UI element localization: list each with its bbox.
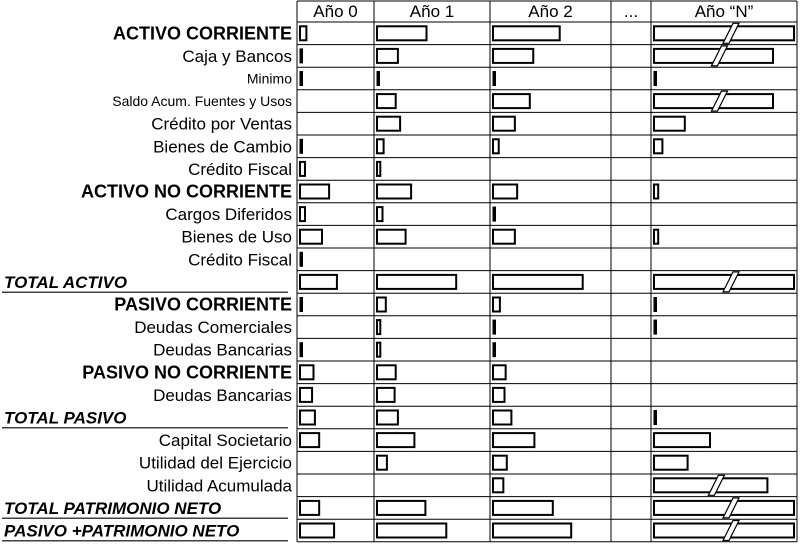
bar xyxy=(377,49,398,63)
row-label: TOTAL ACTIVO xyxy=(4,272,128,292)
bar xyxy=(493,139,499,153)
bar xyxy=(493,72,496,86)
row-label: Crédito por Ventas xyxy=(151,114,292,134)
bar xyxy=(377,298,386,312)
chart-row-credito-fiscal xyxy=(188,250,302,269)
bar xyxy=(300,26,306,40)
chart-row-utilidad-del-ejercicio xyxy=(139,454,688,473)
row-label: TOTAL PATRIMONIO NETO xyxy=(4,498,222,518)
row-label: Bienes de Cambio xyxy=(153,137,292,157)
bar xyxy=(377,388,395,402)
bar xyxy=(300,252,303,266)
bar xyxy=(493,524,571,538)
bar xyxy=(493,207,496,221)
bar xyxy=(654,275,794,289)
bar xyxy=(377,501,425,515)
bar xyxy=(300,524,334,538)
chart-row-bienes-de-cambio xyxy=(153,137,662,156)
bar xyxy=(377,94,396,108)
bar xyxy=(493,343,496,357)
row-label: Capital Societario xyxy=(158,431,292,451)
row-label: PASIVO NO CORRIENTE xyxy=(82,362,292,383)
column-header: Año 0 xyxy=(313,2,358,21)
chart-row-pasivo-no-corriente xyxy=(82,362,505,382)
bar xyxy=(377,162,380,176)
bar xyxy=(377,365,396,379)
bar xyxy=(377,139,384,153)
bar xyxy=(300,230,322,244)
bar xyxy=(300,388,312,402)
bar xyxy=(493,433,534,447)
chart-row-saldo-acum-fuentes-y-usos xyxy=(112,91,773,111)
bar xyxy=(300,162,305,176)
chart-row-deudas-bancarias xyxy=(153,341,495,360)
bar xyxy=(377,320,380,334)
bar xyxy=(654,117,685,131)
bar xyxy=(654,26,794,40)
row-label: ACTIVO CORRIENTE xyxy=(112,23,292,44)
bar xyxy=(377,230,406,244)
bar xyxy=(300,298,303,312)
chart-row-minimo xyxy=(247,71,657,87)
bar xyxy=(377,456,387,470)
bar xyxy=(654,501,794,515)
bar xyxy=(300,411,315,425)
bar xyxy=(377,185,411,199)
bar xyxy=(654,524,794,538)
bar xyxy=(493,365,506,379)
row-label: Deudas Bancarias xyxy=(153,385,292,405)
chart-row-capital-societario xyxy=(159,431,710,450)
chart-row-credito-fiscal xyxy=(188,160,380,179)
bar xyxy=(300,49,303,63)
bar xyxy=(493,388,505,402)
bar xyxy=(493,320,496,334)
bar xyxy=(300,275,337,289)
bar xyxy=(493,230,515,244)
chart-row-activo-no-corriente xyxy=(81,182,658,202)
row-label: TOTAL PASIVO xyxy=(4,408,127,428)
row-label: Caja y Bancos xyxy=(182,46,292,66)
row-label: PASIVO CORRIENTE xyxy=(114,294,292,315)
bar xyxy=(493,298,500,312)
chart-row-bienes-de-uso xyxy=(181,228,658,247)
bar xyxy=(654,72,657,86)
row-label: Crédito Fiscal xyxy=(188,159,292,179)
bar xyxy=(377,26,427,40)
bar xyxy=(377,72,380,86)
bar xyxy=(300,72,303,86)
chart-row-utilidad-acumulada xyxy=(146,475,767,495)
chart-row-activo-corriente xyxy=(113,23,794,43)
column-header: Año “N” xyxy=(694,2,754,21)
bar xyxy=(493,94,530,108)
bar xyxy=(654,320,657,334)
bar xyxy=(493,49,533,63)
row-label: Saldo Acum. Fuentes y Usos xyxy=(112,93,292,110)
chart-row-pasivo-patrimonio-neto xyxy=(2,521,794,541)
bar xyxy=(493,501,553,515)
chart-row-cargos-diferidos xyxy=(165,205,495,224)
bar xyxy=(493,185,517,199)
bar xyxy=(377,343,380,357)
column-header: Año 2 xyxy=(528,2,573,21)
bar xyxy=(654,185,658,199)
chart-row-deudas-comerciales xyxy=(134,318,656,337)
bar xyxy=(654,139,662,153)
bar xyxy=(300,501,319,515)
bar xyxy=(493,456,507,470)
bar xyxy=(300,207,305,221)
chart-row-total-pasivo xyxy=(2,409,657,428)
bar xyxy=(493,478,503,492)
chart-row-caja-y-bancos xyxy=(182,46,773,66)
bar xyxy=(493,117,515,131)
bar xyxy=(377,433,414,447)
bar xyxy=(493,275,583,289)
chart-row-total-patrimonio-neto xyxy=(2,498,794,518)
chart-row-total-activo xyxy=(2,272,794,292)
bar xyxy=(300,343,303,357)
row-label: Utilidad Acumulada xyxy=(146,476,292,496)
bar xyxy=(377,411,398,425)
row-label: Deudas Comerciales xyxy=(134,318,292,338)
row-label: Crédito Fiscal xyxy=(188,250,292,270)
bar xyxy=(377,207,383,221)
chart-row-credito-por-ventas xyxy=(151,115,685,134)
bar xyxy=(493,411,511,425)
bar xyxy=(654,230,658,244)
bar xyxy=(377,524,446,538)
row-label: Bienes de Uso xyxy=(181,227,292,247)
bar xyxy=(300,433,319,447)
bar xyxy=(654,433,710,447)
chart-row-pasivo-corriente xyxy=(114,295,656,315)
bar xyxy=(300,185,329,199)
column-header: Año 1 xyxy=(409,2,455,21)
bar xyxy=(300,365,313,379)
bar xyxy=(654,298,657,312)
bar xyxy=(300,139,303,153)
chart-row-deudas-bancarias xyxy=(153,386,504,405)
bar xyxy=(654,411,657,425)
row-label: Minimo xyxy=(246,70,292,87)
row-label: ACTIVO NO CORRIENTE xyxy=(80,181,292,202)
bar xyxy=(377,275,456,289)
bar xyxy=(493,26,560,40)
column-header: ... xyxy=(623,2,639,21)
bar xyxy=(377,117,400,131)
row-label: Deudas Bancarias xyxy=(153,340,292,360)
bar xyxy=(654,456,688,470)
row-label: Utilidad del Ejercicio xyxy=(138,453,292,473)
row-label: Cargos Diferidos xyxy=(165,205,292,225)
row-label: PASIVO +PATRIMONIO NETO xyxy=(4,521,240,541)
